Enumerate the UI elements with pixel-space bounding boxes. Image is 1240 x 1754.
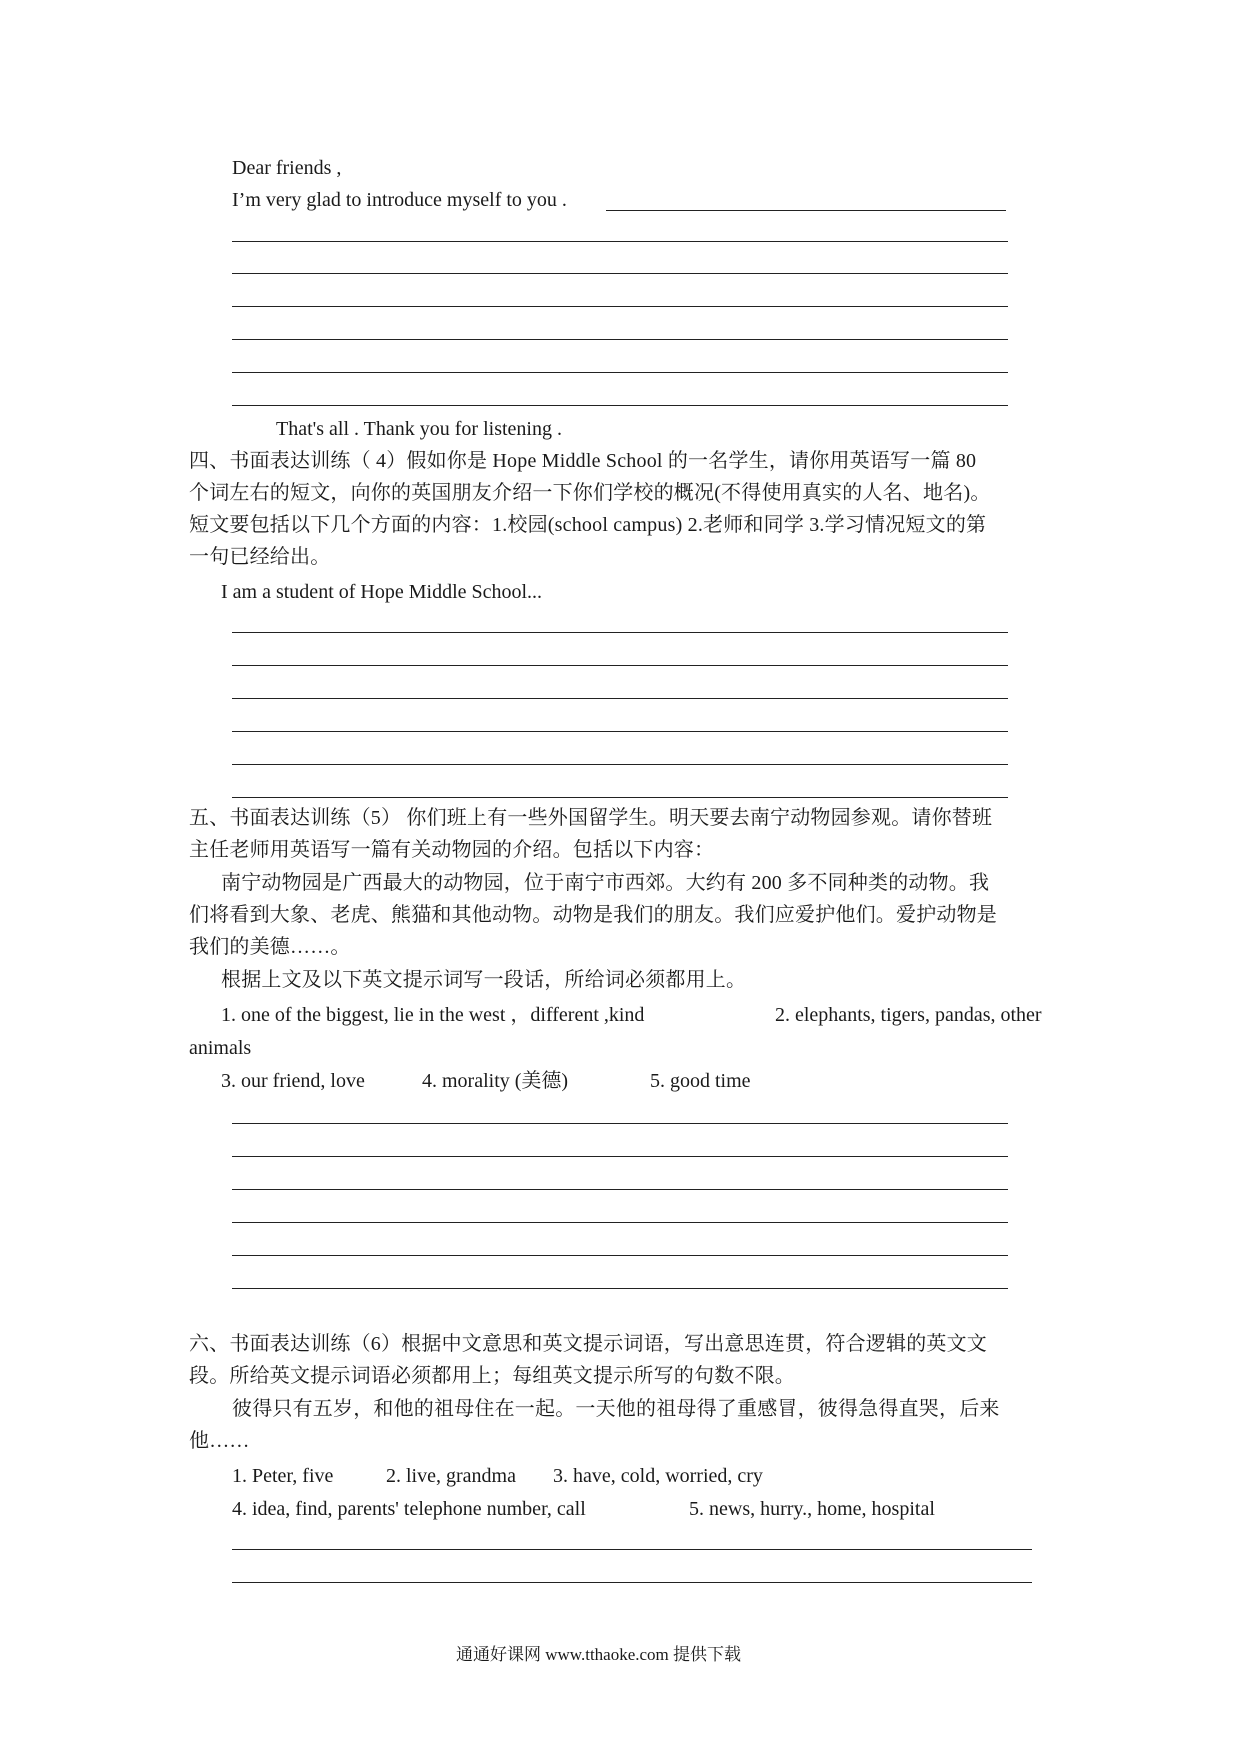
answer-line (232, 1189, 1008, 1190)
section4-prompt-line: 个词左右的短文，向你的英国朋友介绍一下你们学校的概况(不得使用真实的人名、地名)。 (189, 482, 991, 504)
section5-prompt-line: 我们的美德……。 (189, 936, 351, 958)
answer-line (232, 405, 1008, 406)
section6-prompt-line: 彼得只有五岁，和他的祖母住在一起。一天他的祖母得了重感冒，彼得急得直哭，后来 (232, 1398, 1000, 1420)
section6-prompt-line: 他…… (189, 1430, 250, 1452)
answer-line (232, 632, 1008, 633)
answer-line (232, 1582, 1032, 1583)
section4-first-sentence: I am a student of Hope Middle School... (221, 581, 543, 603)
section6-hint: 1. Peter, five (232, 1465, 334, 1487)
intro-answer-line (606, 210, 1006, 211)
section5-hint: 3. our friend, love (221, 1070, 365, 1092)
section5-hint: animals (189, 1037, 252, 1059)
section5-hint: 1. one of the biggest, lie in the west ，different ,kind (221, 1004, 645, 1026)
answer-line (232, 306, 1008, 307)
letter-closing: That's all . Thank you for listening . (276, 418, 562, 440)
section4-prompt-line: 短文要包括以下几个方面的内容：1.校园(school campus) 2.老师和同学 3.学习情况短文的第 (189, 514, 987, 536)
section5-prompt-line: 南宁动物园是广西最大的动物园，位于南宁市西郊。大约有 200 多不同种类的动物。我 (221, 872, 990, 894)
answer-line (232, 241, 1008, 242)
answer-line (232, 1123, 1008, 1124)
section5-prompt-line: 主任老师用英语写一篇有关动物园的介绍。包括以下内容： (189, 839, 715, 861)
answer-line (232, 1288, 1008, 1289)
section4-prompt-line: 四、书面表达训练（ 4）假如你是 Hope Middle School 的一名学生，请你用英语写一篇 80 (189, 450, 977, 472)
section5-prompt-line: 们将看到大象、老虎、熊猫和其他动物。动物是我们的朋友。我们应爱护他们。爱护动物是 (189, 904, 997, 926)
section5-hint: 4. morality (美德) (422, 1070, 569, 1092)
section5-prompt-line: 五、书面表达训练（5） 你们班上有一些外国留学生。明天要去南宁动物园参观。请你替班 (189, 807, 993, 829)
section6-hint: 5. news, hurry., home, hospital (689, 1498, 935, 1520)
answer-line (232, 731, 1008, 732)
section5-hint: 2. elephants, tigers, pandas, other (775, 1004, 1042, 1026)
letter-greeting: Dear friends , (232, 157, 342, 179)
answer-line (232, 1255, 1008, 1256)
letter-intro: I’m very glad to introduce myself to you . (232, 189, 567, 211)
section5-prompt-line: 根据上文及以下英文提示词写一段话，所给词必须都用上。 (221, 969, 747, 991)
section6-prompt-line: 段。所给英文提示词语必须都用上；每组英文提示所写的句数不限。 (189, 1365, 795, 1387)
answer-line (232, 1222, 1008, 1223)
section6-prompt-line: 六、书面表达训练（6）根据中文意思和英文提示词语，写出意思连贯，符合逻辑的英文文 (189, 1333, 987, 1355)
answer-line (232, 1156, 1008, 1157)
section4-prompt-line: 一句已经给出。 (189, 546, 331, 568)
answer-line (232, 339, 1008, 340)
answer-line (232, 273, 1008, 274)
section6-hint: 3. have, cold, worried, cry (553, 1465, 763, 1487)
page-footer: 通通好课网 www.tthaoke.com 提供下载 (456, 1645, 742, 1664)
answer-line (232, 665, 1008, 666)
answer-line (232, 764, 1008, 765)
section6-hint: 4. idea, find, parents' telephone number, call (232, 1498, 586, 1520)
section5-hint: 5. good time (650, 1070, 751, 1092)
answer-line (232, 698, 1008, 699)
answer-line (232, 1549, 1032, 1550)
section6-hint: 2. live, grandma (386, 1465, 516, 1487)
answer-line (232, 372, 1008, 373)
answer-line (232, 797, 1008, 798)
